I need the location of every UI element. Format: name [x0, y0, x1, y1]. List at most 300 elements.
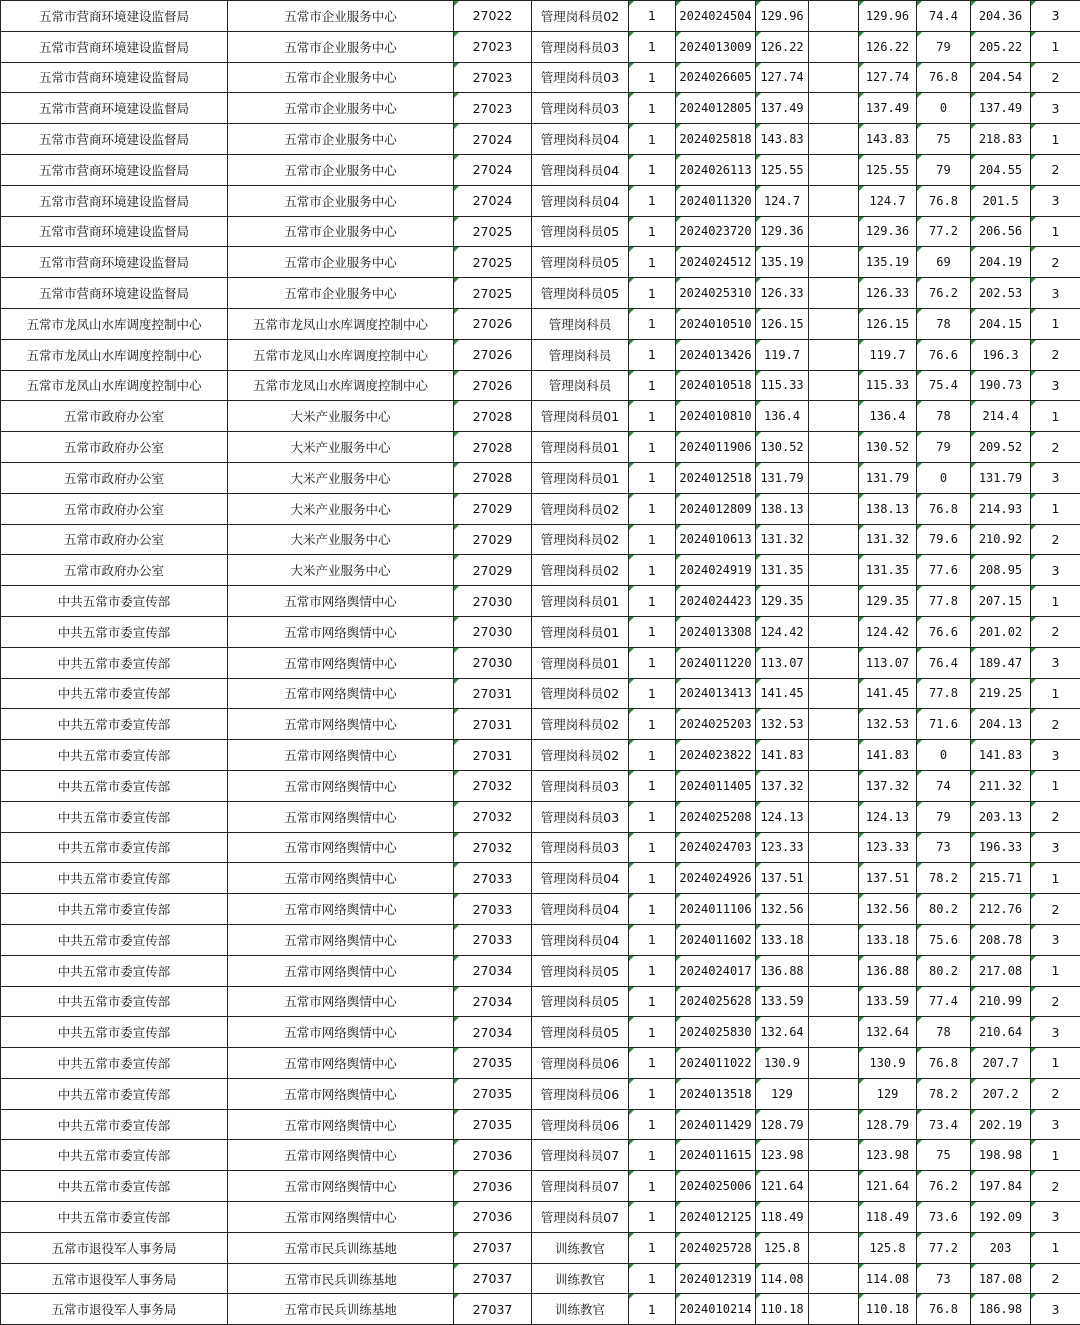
total-score-cell: 190.73: [971, 370, 1031, 401]
written-total-cell: 136.4: [859, 401, 917, 432]
interview-score-cell: 0: [917, 462, 971, 493]
table-row: [1, 894, 1080, 925]
table-row: [1, 401, 1080, 432]
interview-score-cell: 76.6: [917, 339, 971, 370]
interview-score-cell: 71.6: [917, 709, 971, 740]
bonus-cell: [809, 278, 859, 309]
unit-cell: 大米产业服务中心: [228, 524, 454, 555]
written-total-cell: 125.55: [859, 154, 917, 185]
position-name-cell: 管理岗科员01: [532, 401, 629, 432]
table-row: [1, 740, 1080, 771]
bonus-cell: [809, 432, 859, 463]
total-score-cell: 204.15: [971, 308, 1031, 339]
table-row: [1, 863, 1080, 894]
bonus-cell: [809, 1109, 859, 1140]
table-row: [1, 462, 1080, 493]
rank-cell: 2: [1031, 524, 1080, 555]
exam-id-cell: 2024024926: [676, 863, 756, 894]
total-score-cell: 201.5: [971, 185, 1031, 216]
exam-id-cell: 2024011602: [676, 924, 756, 955]
rank-cell: 1: [1031, 1140, 1080, 1171]
table-row: [1, 1, 1080, 32]
bonus-cell: [809, 493, 859, 524]
position-code-cell: 27030: [454, 647, 532, 678]
rank-cell: 2: [1031, 247, 1080, 278]
exam-id-cell: 2024025818: [676, 124, 756, 155]
position-code-cell: 27025: [454, 278, 532, 309]
exam-id-cell: 2024010510: [676, 308, 756, 339]
department-cell: 中共五常市委宣传部: [1, 647, 228, 678]
written-total-cell: 123.33: [859, 832, 917, 863]
written-total-cell: 131.79: [859, 462, 917, 493]
interview-score-cell: 74.4: [917, 1, 971, 32]
total-score-cell: 215.71: [971, 863, 1031, 894]
position-code-cell: 27024: [454, 124, 532, 155]
bonus-cell: [809, 1232, 859, 1263]
position-name-cell: 管理岗科员03: [532, 31, 629, 62]
position-code-cell: 27028: [454, 462, 532, 493]
position-name-cell: 管理岗科员01: [532, 586, 629, 617]
position-code-cell: 27031: [454, 709, 532, 740]
bonus-cell: [809, 524, 859, 555]
written-total-cell: 113.07: [859, 647, 917, 678]
written-total-cell: 132.56: [859, 894, 917, 925]
total-score-cell: 208.78: [971, 924, 1031, 955]
unit-cell: 五常市民兵训练基地: [228, 1232, 454, 1263]
bonus-cell: [809, 586, 859, 617]
written-score-cell: 119.7: [756, 339, 809, 370]
total-score-cell: 187.08: [971, 1263, 1031, 1294]
rank-cell: 3: [1031, 1109, 1080, 1140]
department-cell: 五常市退役军人事务局: [1, 1294, 228, 1325]
quota-cell: 1: [629, 586, 676, 617]
bonus-cell: [809, 124, 859, 155]
written-total-cell: 119.7: [859, 339, 917, 370]
written-total-cell: 124.7: [859, 185, 917, 216]
exam-id-cell: 2024024512: [676, 247, 756, 278]
interview-score-cell: 75: [917, 124, 971, 155]
exam-id-cell: 2024024017: [676, 955, 756, 986]
written-total-cell: 141.45: [859, 678, 917, 709]
total-score-cell: 141.83: [971, 740, 1031, 771]
position-name-cell: 管理岗科员03: [532, 801, 629, 832]
total-score-cell: 198.98: [971, 1140, 1031, 1171]
written-total-cell: 136.88: [859, 955, 917, 986]
quota-cell: 1: [629, 894, 676, 925]
bonus-cell: [809, 863, 859, 894]
exam-id-cell: 2024012125: [676, 1202, 756, 1233]
interview-score-cell: 77.8: [917, 678, 971, 709]
exam-id-cell: 2024012319: [676, 1263, 756, 1294]
written-total-cell: 126.33: [859, 278, 917, 309]
rank-cell: 3: [1031, 93, 1080, 124]
position-code-cell: 27022: [454, 1, 532, 32]
department-cell: 中共五常市委宣传部: [1, 770, 228, 801]
unit-cell: 五常市龙凤山水库调度控制中心: [228, 370, 454, 401]
written-score-cell: 126.15: [756, 308, 809, 339]
written-total-cell: 137.51: [859, 863, 917, 894]
position-name-cell: 管理岗科员05: [532, 986, 629, 1017]
unit-cell: 五常市企业服务中心: [228, 247, 454, 278]
quota-cell: 1: [629, 1263, 676, 1294]
quota-cell: 1: [629, 863, 676, 894]
written-total-cell: 129: [859, 1078, 917, 1109]
unit-cell: 五常市网络舆情中心: [228, 1171, 454, 1202]
position-name-cell: 管理岗科员03: [532, 770, 629, 801]
quota-cell: 1: [629, 62, 676, 93]
written-score-cell: 124.13: [756, 801, 809, 832]
rank-cell: 2: [1031, 154, 1080, 185]
quota-cell: 1: [629, 154, 676, 185]
position-code-cell: 27037: [454, 1263, 532, 1294]
bonus-cell: [809, 1202, 859, 1233]
bonus-cell: [809, 401, 859, 432]
table-row: [1, 1017, 1080, 1048]
rank-cell: 3: [1031, 1294, 1080, 1325]
quota-cell: 1: [629, 1109, 676, 1140]
table-row: [1, 216, 1080, 247]
total-score-cell: 205.22: [971, 31, 1031, 62]
bonus-cell: [809, 986, 859, 1017]
position-code-cell: 27028: [454, 401, 532, 432]
total-score-cell: 204.55: [971, 154, 1031, 185]
total-score-cell: 217.08: [971, 955, 1031, 986]
position-name-cell: 管理岗科员: [532, 339, 629, 370]
unit-cell: 五常市网络舆情中心: [228, 924, 454, 955]
total-score-cell: 209.52: [971, 432, 1031, 463]
written-total-cell: 126.15: [859, 308, 917, 339]
quota-cell: 1: [629, 216, 676, 247]
rank-cell: 2: [1031, 1171, 1080, 1202]
unit-cell: 五常市网络舆情中心: [228, 1140, 454, 1171]
total-score-cell: 207.2: [971, 1078, 1031, 1109]
written-score-cell: 137.49: [756, 93, 809, 124]
bonus-cell: [809, 616, 859, 647]
position-name-cell: 管理岗科员04: [532, 863, 629, 894]
bonus-cell: [809, 247, 859, 278]
position-code-cell: 27023: [454, 62, 532, 93]
interview-score-cell: 77.8: [917, 586, 971, 617]
position-code-cell: 27035: [454, 1048, 532, 1079]
position-name-cell: 训练教官: [532, 1232, 629, 1263]
unit-cell: 五常市网络舆情中心: [228, 801, 454, 832]
table-row: [1, 647, 1080, 678]
exam-id-cell: 2024013426: [676, 339, 756, 370]
written-total-cell: 141.83: [859, 740, 917, 771]
interview-score-cell: 0: [917, 740, 971, 771]
rank-cell: 2: [1031, 801, 1080, 832]
written-score-cell: 129.36: [756, 216, 809, 247]
interview-score-cell: 78: [917, 1017, 971, 1048]
position-name-cell: 管理岗科员05: [532, 1017, 629, 1048]
position-code-cell: 27032: [454, 770, 532, 801]
written-score-cell: 110.18: [756, 1294, 809, 1325]
unit-cell: 五常市网络舆情中心: [228, 894, 454, 925]
written-score-cell: 121.64: [756, 1171, 809, 1202]
position-code-cell: 27024: [454, 185, 532, 216]
unit-cell: 五常市网络舆情中心: [228, 616, 454, 647]
interview-score-cell: 78.2: [917, 1078, 971, 1109]
table-row: [1, 1263, 1080, 1294]
table-row: [1, 524, 1080, 555]
rank-cell: 1: [1031, 1048, 1080, 1079]
interview-score-cell: 77.2: [917, 1232, 971, 1263]
exam-id-cell: 2024023720: [676, 216, 756, 247]
position-name-cell: 管理岗科员06: [532, 1109, 629, 1140]
unit-cell: 五常市网络舆情中心: [228, 832, 454, 863]
exam-id-cell: 2024011320: [676, 185, 756, 216]
department-cell: 中共五常市委宣传部: [1, 1202, 228, 1233]
unit-cell: 五常市民兵训练基地: [228, 1263, 454, 1294]
table-body: [1, 1, 1080, 1325]
unit-cell: 五常市企业服务中心: [228, 31, 454, 62]
department-cell: 五常市政府办公室: [1, 493, 228, 524]
position-name-cell: 管理岗科员: [532, 308, 629, 339]
department-cell: 中共五常市委宣传部: [1, 678, 228, 709]
exam-id-cell: 2024012809: [676, 493, 756, 524]
unit-cell: 五常市企业服务中心: [228, 216, 454, 247]
position-name-cell: 管理岗科员06: [532, 1078, 629, 1109]
quota-cell: 1: [629, 462, 676, 493]
written-score-cell: 131.79: [756, 462, 809, 493]
total-score-cell: 211.32: [971, 770, 1031, 801]
department-cell: 五常市龙凤山水库调度控制中心: [1, 339, 228, 370]
table-row: [1, 339, 1080, 370]
department-cell: 中共五常市委宣传部: [1, 986, 228, 1017]
written-score-cell: 138.13: [756, 493, 809, 524]
total-score-cell: 214.4: [971, 401, 1031, 432]
position-name-cell: 管理岗科员03: [532, 62, 629, 93]
position-code-cell: 27037: [454, 1232, 532, 1263]
bonus-cell: [809, 370, 859, 401]
total-score-cell: 201.02: [971, 616, 1031, 647]
exam-id-cell: 2024024423: [676, 586, 756, 617]
quota-cell: 1: [629, 1202, 676, 1233]
department-cell: 五常市退役军人事务局: [1, 1232, 228, 1263]
rank-cell: 2: [1031, 432, 1080, 463]
interview-score-cell: 75.6: [917, 924, 971, 955]
rank-cell: 1: [1031, 1232, 1080, 1263]
quota-cell: 1: [629, 247, 676, 278]
written-total-cell: 129.96: [859, 1, 917, 32]
bonus-cell: [809, 308, 859, 339]
written-total-cell: 137.32: [859, 770, 917, 801]
position-name-cell: 管理岗科员04: [532, 894, 629, 925]
department-cell: 五常市营商环境建设监督局: [1, 1, 228, 32]
unit-cell: 大米产业服务中心: [228, 432, 454, 463]
bonus-cell: [809, 154, 859, 185]
department-cell: 中共五常市委宣传部: [1, 801, 228, 832]
position-name-cell: 管理岗科员05: [532, 216, 629, 247]
exam-id-cell: 2024013308: [676, 616, 756, 647]
quota-cell: 1: [629, 124, 676, 155]
position-code-cell: 27026: [454, 339, 532, 370]
written-score-cell: 130.9: [756, 1048, 809, 1079]
table-row: [1, 432, 1080, 463]
bonus-cell: [809, 1078, 859, 1109]
position-name-cell: 管理岗科员02: [532, 524, 629, 555]
rank-cell: 3: [1031, 832, 1080, 863]
table-row: [1, 986, 1080, 1017]
exam-id-cell: 2024011106: [676, 894, 756, 925]
position-code-cell: 27025: [454, 247, 532, 278]
written-score-cell: 129: [756, 1078, 809, 1109]
written-total-cell: 125.8: [859, 1232, 917, 1263]
exam-id-cell: 2024025830: [676, 1017, 756, 1048]
rank-cell: 3: [1031, 185, 1080, 216]
quota-cell: 1: [629, 1, 676, 32]
interview-score-cell: 69: [917, 247, 971, 278]
rank-cell: 2: [1031, 709, 1080, 740]
quota-cell: 1: [629, 308, 676, 339]
exam-id-cell: 2024024504: [676, 1, 756, 32]
total-score-cell: 219.25: [971, 678, 1031, 709]
bonus-cell: [809, 462, 859, 493]
interview-score-cell: 76.8: [917, 493, 971, 524]
department-cell: 中共五常市委宣传部: [1, 863, 228, 894]
written-score-cell: 126.33: [756, 278, 809, 309]
written-score-cell: 136.88: [756, 955, 809, 986]
unit-cell: 五常市网络舆情中心: [228, 1109, 454, 1140]
written-total-cell: 121.64: [859, 1171, 917, 1202]
department-cell: 五常市营商环境建设监督局: [1, 216, 228, 247]
exam-id-cell: 2024010810: [676, 401, 756, 432]
position-name-cell: 管理岗科员03: [532, 832, 629, 863]
position-name-cell: 管理岗科员: [532, 370, 629, 401]
position-code-cell: 27036: [454, 1202, 532, 1233]
department-cell: 五常市龙凤山水库调度控制中心: [1, 308, 228, 339]
bonus-cell: [809, 955, 859, 986]
rank-cell: 2: [1031, 339, 1080, 370]
written-score-cell: 113.07: [756, 647, 809, 678]
position-code-cell: 27035: [454, 1109, 532, 1140]
position-name-cell: 管理岗科员02: [532, 493, 629, 524]
table-row: [1, 1294, 1080, 1325]
quota-cell: 1: [629, 93, 676, 124]
unit-cell: 大米产业服务中心: [228, 555, 454, 586]
exam-id-cell: 2024025310: [676, 278, 756, 309]
unit-cell: 五常市网络舆情中心: [228, 986, 454, 1017]
written-total-cell: 124.13: [859, 801, 917, 832]
interview-score-cell: 80.2: [917, 955, 971, 986]
department-cell: 中共五常市委宣传部: [1, 924, 228, 955]
position-name-cell: 管理岗科员02: [532, 1, 629, 32]
position-name-cell: 训练教官: [532, 1263, 629, 1294]
written-total-cell: 130.52: [859, 432, 917, 463]
table-row: [1, 62, 1080, 93]
total-score-cell: 203.13: [971, 801, 1031, 832]
position-code-cell: 27033: [454, 863, 532, 894]
bonus-cell: [809, 894, 859, 925]
position-code-cell: 27023: [454, 31, 532, 62]
table-row: [1, 124, 1080, 155]
unit-cell: 五常市企业服务中心: [228, 62, 454, 93]
rank-cell: 2: [1031, 62, 1080, 93]
rank-cell: 1: [1031, 586, 1080, 617]
position-code-cell: 27033: [454, 924, 532, 955]
total-score-cell: 210.64: [971, 1017, 1031, 1048]
unit-cell: 五常市网络舆情中心: [228, 955, 454, 986]
total-score-cell: 218.83: [971, 124, 1031, 155]
rank-cell: 3: [1031, 1, 1080, 32]
written-score-cell: 124.7: [756, 185, 809, 216]
written-total-cell: 129.36: [859, 216, 917, 247]
interview-score-cell: 73: [917, 1263, 971, 1294]
rank-cell: 3: [1031, 1017, 1080, 1048]
written-total-cell: 143.83: [859, 124, 917, 155]
written-total-cell: 128.79: [859, 1109, 917, 1140]
written-score-cell: 132.53: [756, 709, 809, 740]
table-row: [1, 555, 1080, 586]
position-code-cell: 27030: [454, 616, 532, 647]
position-code-cell: 27031: [454, 740, 532, 771]
table-row: [1, 1109, 1080, 1140]
bonus-cell: [809, 709, 859, 740]
rank-cell: 1: [1031, 31, 1080, 62]
interview-score-cell: 79: [917, 31, 971, 62]
written-total-cell: 133.59: [859, 986, 917, 1017]
department-cell: 五常市退役军人事务局: [1, 1263, 228, 1294]
unit-cell: 五常市企业服务中心: [228, 93, 454, 124]
exam-id-cell: 2024024919: [676, 555, 756, 586]
written-total-cell: 129.35: [859, 586, 917, 617]
exam-id-cell: 2024012805: [676, 93, 756, 124]
written-score-cell: 132.56: [756, 894, 809, 925]
position-code-cell: 27035: [454, 1078, 532, 1109]
department-cell: 中共五常市委宣传部: [1, 740, 228, 771]
written-total-cell: 138.13: [859, 493, 917, 524]
rank-cell: 3: [1031, 555, 1080, 586]
written-score-cell: 127.74: [756, 62, 809, 93]
total-score-cell: 196.3: [971, 339, 1031, 370]
rank-cell: 1: [1031, 124, 1080, 155]
department-cell: 五常市政府办公室: [1, 462, 228, 493]
unit-cell: 五常市企业服务中心: [228, 1, 454, 32]
bonus-cell: [809, 832, 859, 863]
department-cell: 五常市营商环境建设监督局: [1, 154, 228, 185]
rank-cell: 1: [1031, 216, 1080, 247]
bonus-cell: [809, 31, 859, 62]
interview-score-cell: 80.2: [917, 894, 971, 925]
bonus-cell: [809, 678, 859, 709]
written-score-cell: 132.64: [756, 1017, 809, 1048]
position-name-cell: 管理岗科员07: [532, 1140, 629, 1171]
exam-id-cell: 2024011405: [676, 770, 756, 801]
total-score-cell: 206.56: [971, 216, 1031, 247]
written-total-cell: 126.22: [859, 31, 917, 62]
table-row: [1, 278, 1080, 309]
exam-id-cell: 2024010518: [676, 370, 756, 401]
unit-cell: 五常市网络舆情中心: [228, 1017, 454, 1048]
position-name-cell: 管理岗科员02: [532, 555, 629, 586]
department-cell: 中共五常市委宣传部: [1, 894, 228, 925]
table-row: [1, 370, 1080, 401]
interview-score-cell: 79: [917, 154, 971, 185]
written-score-cell: 131.35: [756, 555, 809, 586]
position-name-cell: 管理岗科员07: [532, 1202, 629, 1233]
quota-cell: 1: [629, 432, 676, 463]
table-row: [1, 1232, 1080, 1263]
position-code-cell: 27028: [454, 432, 532, 463]
department-cell: 中共五常市委宣传部: [1, 616, 228, 647]
exam-id-cell: 2024023822: [676, 740, 756, 771]
bonus-cell: [809, 555, 859, 586]
exam-id-cell: 2024011429: [676, 1109, 756, 1140]
interview-score-cell: 73.4: [917, 1109, 971, 1140]
rank-cell: 3: [1031, 740, 1080, 771]
bonus-cell: [809, 1, 859, 32]
rank-cell: 2: [1031, 1263, 1080, 1294]
